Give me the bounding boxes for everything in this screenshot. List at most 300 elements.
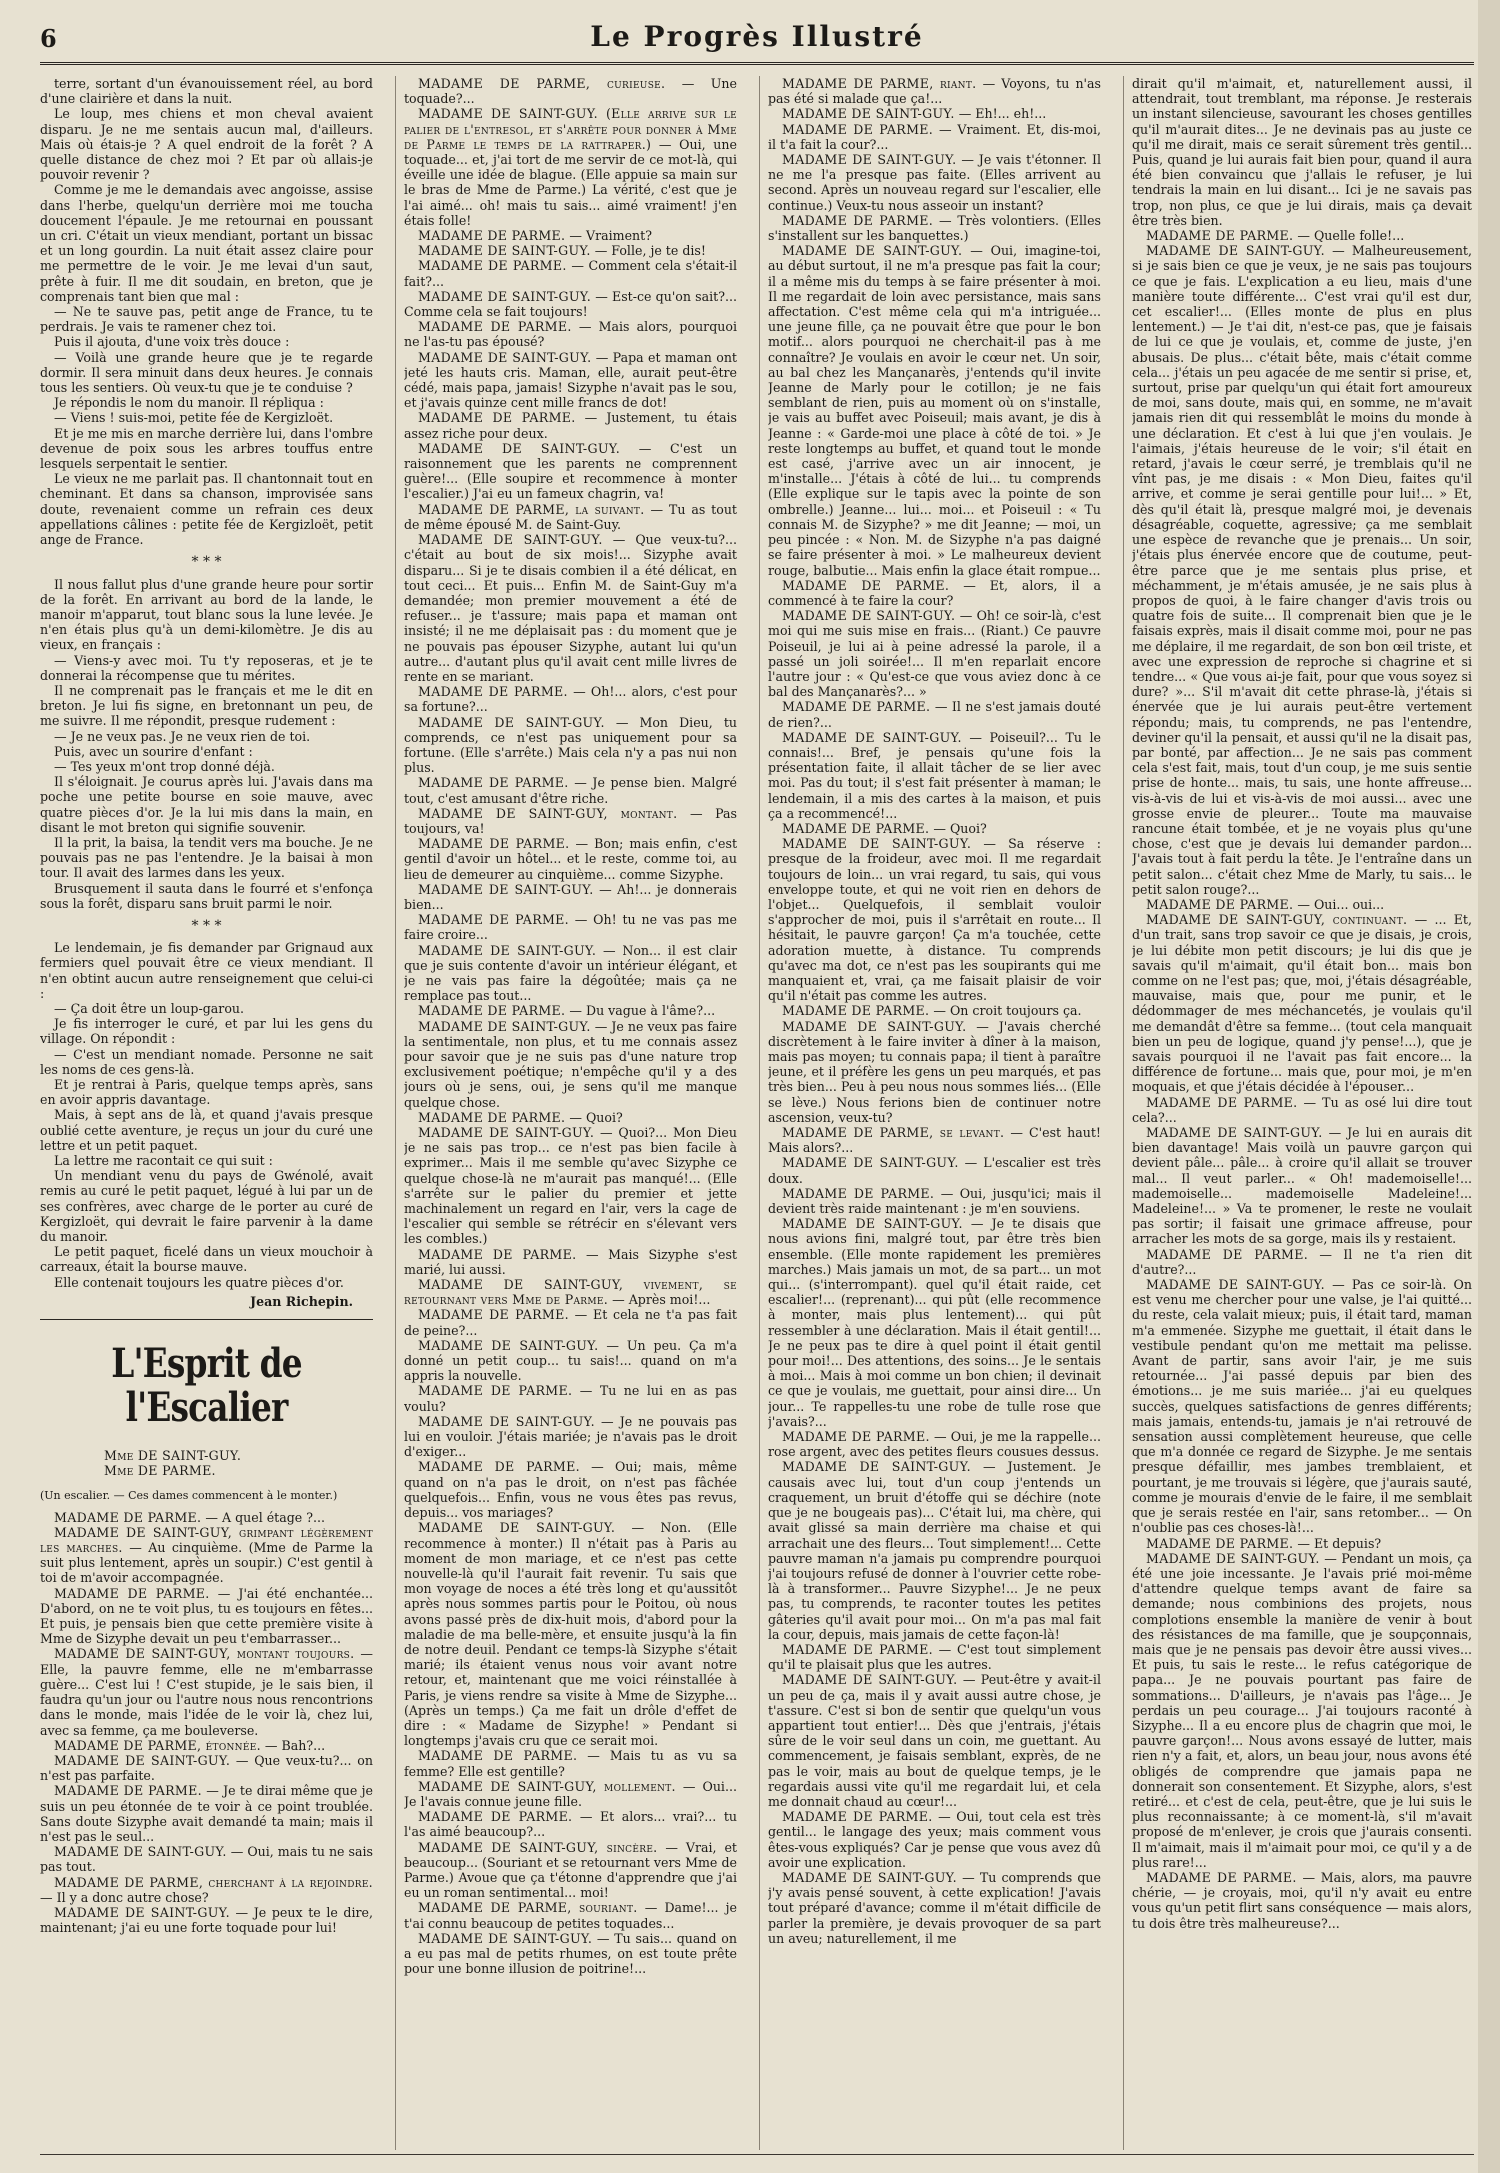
story-ending-part-3 bbox=[40, 940, 373, 1290]
speaker-name: MADAME DE SAINT-GUY. bbox=[782, 243, 963, 259]
dialogue-line bbox=[1132, 243, 1472, 897]
speech-text: — Et depuis? bbox=[1297, 1535, 1382, 1551]
speaker-name: MADAME DE SAINT-GUY. bbox=[418, 532, 603, 548]
dialogue-line bbox=[404, 1931, 737, 1977]
speech-text: — Oui; mais, même quand on n'a pas le droit, on n'est pas fâchée quelquefois... Enfin, vous ne vous êtes pas revus, depuis... vos mariages? bbox=[404, 1459, 737, 1521]
footer-rule bbox=[40, 2154, 1474, 2155]
speaker-name: MADAME DE SAINT-GUY. bbox=[782, 106, 955, 122]
dialogue-line bbox=[404, 532, 737, 684]
dialogue-line bbox=[1132, 1536, 1472, 1551]
page-edge-shadow bbox=[1478, 0, 1500, 2173]
speaker-name: MADAME DE SAINT-GUY. bbox=[782, 1155, 959, 1171]
speech-text: — Mais, alors, ma pauvre chérie, — je croyais, moi, qu'il n'y avait eu entre vous qu'un petit flirt sans conséquence — mais alors, tu dois être très malheureuse?... bbox=[1132, 1869, 1472, 1931]
dialogue-line bbox=[404, 1003, 737, 1018]
speaker-name: MADAME DE PARME. bbox=[418, 684, 568, 700]
story-paragraph: Puis il ajouta, d'une voix très douce : bbox=[54, 334, 290, 350]
speaker-name: MADAME DE PARME, se levant. bbox=[782, 1125, 1005, 1141]
speech-text: — L'escalier est très doux. bbox=[768, 1155, 1101, 1186]
speaker-name: MADAME DE PARME. bbox=[418, 1459, 580, 1475]
speech-text: — Je te dirai même que je suis un peu étonnée de te voir à ce point troublée. Sans doute Sizyphe avait demandé ta main; mais il n'est pas le seul... bbox=[40, 1783, 373, 1844]
dialogue-line bbox=[1132, 228, 1472, 243]
speech-text: — Bon; mais enfin, c'est gentil d'avoir un hôtel... et le reste, comme toi, au lieu de demeurer au cinquième... comme Sizyphe. bbox=[404, 836, 737, 882]
speaker-name: MADAME DE PARME, souriant. bbox=[418, 1900, 638, 1916]
dialogue-line bbox=[404, 1748, 737, 1778]
speech-text: — Oui... oui... bbox=[1297, 896, 1385, 912]
speech-text: — Il y a donc autre chose? bbox=[40, 1889, 209, 1905]
speech-text: — Très volontiers. (Elles s'installent sur les banquettes.) bbox=[768, 212, 1101, 244]
journal-title: Le Progrès Illustré bbox=[590, 20, 924, 53]
story-paragraph: Le petit paquet, ficelé dans un vieux mouchoir à carreaux, était la bourse mauve. bbox=[40, 1244, 373, 1275]
speech-text: — Mais tu as vu sa femme? Elle est gentille? bbox=[404, 1748, 737, 1779]
dialogue-line bbox=[768, 1459, 1101, 1641]
speech-text: — Tu sais... quand on a eu pas mal de petits rhumes, on est toute prête pour une bonne illusion de poitrine!... bbox=[404, 1930, 737, 1977]
speaker-name: MADAME DE PARME, curieuse. bbox=[418, 76, 666, 91]
speech-text: — J'ai été enchantée... D'abord, on ne te voit plus, tu es toujours en fêtes... Et puis, je pensais bien que cette première visite à Mme de Sizyphe devait un peu t'embarrasser... bbox=[40, 1585, 373, 1647]
speech-text: — Il ne t'a rien dit d'autre?... bbox=[1132, 1246, 1472, 1277]
speech-text: — Pendant un mois, ça été une joie incessante. Je l'avais prié moi-même d'attendre quelque temps avant de faire sa demande; nous combinions des projets, nous complotions ensemble la manière de venir à bout des résistances de ma famille, que je soupçonnais, mais que je ne pensais pas devoir être aussi vives... Et puis, tu sais le reste... le refus catégorique de papa... Je ne pouvais pourtant pas faire de sommations... D'ailleurs, je n'avais pas l'âge... Je perdais un peu courage... J'ai toujours raconté à Sizyphe... Il a eu encore plus de chagrin que moi, le pauvre garçon!... Nous avons essayé de lutter, mais rien n'y a fait, et, alors, un beau jour, nous avons été obligés de comprendre que jamais papa ne donnerait son consentement. Et Sizyphe, alors, s'est retiré... et c'est de cela, peut-être, que je lui suis le plus reconnaissante; à ce moment-là, s'il m'avait proposé de m'enlever, je crois que j'aurais consenti. Il m'aimait, mais il m'aimait pour moi, ce qu'il y a de plus rare!... bbox=[1132, 1550, 1472, 1870]
speaker-name: MADAME DE PARME, étonnée. bbox=[54, 1737, 261, 1753]
dialogue-line bbox=[768, 1809, 1101, 1870]
dialogue-line bbox=[40, 1905, 373, 1935]
story-paragraph: — Je ne veux pas. Je ne veux rien de toi. bbox=[54, 728, 311, 744]
dialogue-line bbox=[404, 684, 737, 714]
speech-text: — Comment cela s'était-il fait?... bbox=[404, 258, 737, 289]
speaker-name: MADAME DE SAINT-GUY, montant toujours. bbox=[54, 1646, 355, 1662]
speech-text: — Papa et maman ont jeté les hauts cris. Maman, elle, aurait peut-être cédé, mais papa, jamais! Sizyphe n'avait pas le sou, et j'avais quinze cent mille francs de dot! bbox=[404, 349, 737, 411]
speaker-name: MADAME DE SAINT-GUY. (Elle arrive sur le palier de l'entresol, et s'arrête pour donner à Mme de Parme le temps de la rattraper.) bbox=[404, 106, 737, 152]
dialogue-line bbox=[768, 608, 1101, 699]
speech-text: — Vraiment. Et, dis-moi, il t'a fait la cour?... bbox=[768, 121, 1101, 152]
speech-text: — On croit toujours ça. bbox=[933, 1003, 1082, 1019]
speaker-name: MADAME DE SAINT-GUY. bbox=[782, 608, 956, 624]
speech-text: — Mon Dieu, tu comprends, ce n'est pas uniquement pour sa fortune. (Elle s'arrête.) Mais cela n'y a pas nui non plus. bbox=[404, 714, 737, 776]
section-rule bbox=[40, 1319, 373, 1320]
dialogue-line bbox=[40, 1646, 373, 1737]
play-title: L'Esprit de l'Escalier bbox=[111, 1340, 302, 1432]
speech-text: — C'est un raisonnement que les parents ne comprennent guère!... (Elle soupire et recommence à monter l'escalier.) J'ai eu un fameux chagrin, va! bbox=[404, 440, 737, 502]
speaker-name: MADAME DE PARME. bbox=[782, 1185, 935, 1201]
speech-text: — C'est haut! Mais alors?... bbox=[768, 1125, 1101, 1156]
dialogue-line bbox=[404, 1840, 737, 1901]
dialogue-line bbox=[768, 243, 1101, 577]
speech-text: — Et cela ne t'a pas fait de peine?... bbox=[404, 1307, 737, 1338]
speech-text: — Oh! ce soir-là, c'est moi qui me suis mise en frais... (Riant.) Ce pauvre Poiseuil, je lui ai à peine adressé la parole, il a passé un joli soirée!... Il m'en reparlait encore l'autre jour : « Qu'est-ce que vous aviez donc à ce bal des Mançanarès?... » bbox=[768, 608, 1101, 700]
dialogue-line bbox=[404, 1414, 737, 1460]
speaker-name: MADAME DE SAINT-GUY. bbox=[782, 1459, 971, 1475]
column-4 bbox=[1132, 76, 1472, 2150]
speaker-name: MADAME DE PARME. bbox=[418, 258, 567, 274]
speech-text: — Oh! tu ne vas pas me faire croire... bbox=[404, 912, 737, 943]
dialogue-line bbox=[404, 228, 737, 243]
dialogue-line bbox=[404, 1809, 737, 1839]
dialogue-line bbox=[1132, 1277, 1472, 1535]
speech-text: — Mais alors, pourquoi ne l'as-tu pas épousé? bbox=[404, 319, 737, 350]
speaker-name: MADAME DE PARME. bbox=[782, 121, 934, 137]
dialogue-line bbox=[768, 836, 1101, 1003]
speaker-name: MADAME DE PARME. bbox=[54, 1509, 202, 1525]
dialogue-line bbox=[768, 122, 1101, 152]
dialogue-line bbox=[768, 1642, 1101, 1672]
dialogue-line bbox=[1132, 897, 1472, 912]
speech-text: — Malheureusement, si je sais bien ce que je veux, je ne sais pas toujours ce que je fais. L'explication a eu lieu, mais d'une manière toute différente... C'est vrai qu'il est dur, cet escalier!... (Elles monte de plus en plus lentement.) — Je t'ai dit, n'est-ce pas, que je faisais de lui ce que je voulais, et, comme de juste, j'en abusais. De plus... c'était bête, mais c'était comme cela... j'étais un peu agacée de me sentir si prise, et, surtout, prise par quelqu'un qui était fort amoureux de moi, sans doute, mais qui, en somme, ne m'avait jamais rien dit qui ressemblât le moins du monde à une déclaration. Et c'est à lui que j'en voulais. Je l'aimais, j'étais heureuse de le voir; s'il était en retard, j'avais le cœur serré, je tremblais qu'il ne vînt pas, je me disais : « Mon Dieu, faites qu'il arrive, et comme je serai gentille pour lui!... » Et, dès qu'il était là, presque malgré moi, je devenais désagréable, coquette, agressive; ça me semblait une espèce de revanche que je prenais... Un soir, j'étais plus énervée encore que de coutume, peut-être parce que je me sentais plus prise, et méchamment, je m'étais amusée, je ne sais plus à propos de quoi, à le faire changer d'avis trois ou quatre fois de suite... Il comprenait bien que je le faisais exprès, mais il disait comme moi, pour ne pas me déplaire, il me regardait, de son bon œil triste, et avec une expression de reproche si chagrine et si tendre... « Que vous ai-je fait, pour que vous soyez si dure? »... S'il m'avait dit cette phrase-là, j'étais si énervée que je lui aurais peut-être vertement répondu; mais, tu comprends, ne pas l'entendre, deviner qu'il la pensait, et aussi qu'il ne la disait pas, par bonté, par affection... Je ne sais pas comment cela s'est fait, mais, tout d'un coup, je me suis sentie prise de honte... mais, tu sais, une honte affreuse... vis-à-vis de lui et vis-à-vis de moi aussi... avec une grosse envie de pleurer... Toute ma mauvaise rancune était tombée, et je ne voyais plus qu'une chose, c'est que je devais lui demander pardon... J'avais tout à fait perdu la tête. Je l'entraîne dans un petit salon... c'était chez Mme de Marly, tu sais... le petit salon rouge?... bbox=[1132, 243, 1472, 897]
dialogue-line bbox=[1132, 1125, 1472, 1247]
section-separator: * * * bbox=[191, 917, 222, 934]
speech-text: — Poiseuil?... Tu le connais!... Bref, je pensais qu'une fois la présentation faite, il allait tâcher de se lier avec moi. Pas du tout; il s'est fait présenter à maman; le lendemain, il a mis des cartes à la maison, et puis ça a recommencé!... bbox=[768, 729, 1101, 821]
speaker-name: MADAME DE PARME. bbox=[782, 1641, 933, 1657]
speaker-name: MADAME DE SAINT-GUY. bbox=[1146, 1125, 1323, 1141]
column-divider bbox=[1123, 76, 1124, 2150]
speech-text: — Quelle folle!... bbox=[1297, 228, 1405, 244]
speech-text: — Je pense bien. Malgré tout, c'est amusant d'être riche. bbox=[404, 775, 737, 806]
speech-text: — Tu as osé lui dire tout cela?... bbox=[1132, 1094, 1472, 1125]
speech-text: — Non... il est clair que je suis contente d'avoir un intérieur élégant, et je ne vais pas faire la dégoûtée; mais ça ne remplace pas tout... bbox=[404, 942, 737, 1004]
speaker-name: MADAME DE PARME. bbox=[418, 1003, 566, 1019]
speaker-name: MADAME DE PARME, riant. bbox=[782, 76, 977, 91]
speaker-name: MADAME DE SAINT-GUY. bbox=[418, 1520, 616, 1536]
story-paragraph: Le loup, mes chiens et mon cheval avaient disparu. Je ne me sentais aucun mal, d'ailleurs. Mais où étais-je ? A quel endroit de la forêt ? A quelle distance de chez moi ? Et par où allais-je pouvoir revenir ? bbox=[40, 106, 373, 183]
dialogue-line bbox=[768, 1216, 1101, 1429]
speech-text: — Pas toujours, va! bbox=[404, 805, 737, 836]
story-paragraph: Et je me mis en marche derrière lui, dans l'ombre devenue de poix sous les arbres touffus entre lesquels serpentait le sentier. bbox=[40, 425, 373, 472]
dialogue-block bbox=[404, 76, 737, 1976]
speech-text: — Je lui en aurais dit bien davantage! Mais voilà un pauvre garçon qui devient pâle... pâle... à croire qu'il allait se trouver mal... Il veut parler... « Oh! mademoiselle!... mademoiselle... mademoiselle Madeleine!... Madeleine!... » Va te promener, le reste ne voulait pas sortir; il faisait une grimace affreuse, pour arracher les mots de sa gorge, mais ils y restaient. bbox=[1132, 1125, 1472, 1247]
speech-text: — Un peu. Ça m'a donné un petit coup... tu sais!... quand on m'a appris la nouvelle. bbox=[404, 1337, 737, 1384]
dialogue-line bbox=[404, 1019, 737, 1110]
story-paragraph: — Ça doit être un loup-garou. bbox=[54, 1000, 245, 1016]
dialogue-line bbox=[768, 106, 1101, 121]
author-signature: Jean Richepin. bbox=[250, 1293, 353, 1309]
speaker-name: MADAME DE SAINT-GUY. bbox=[418, 1337, 599, 1353]
speaker-name: MADAME DE SAINT-GUY, sincère. bbox=[418, 1839, 658, 1855]
speaker-name: MADAME DE SAINT-GUY. bbox=[782, 836, 972, 852]
story-paragraph: Le lendemain, je fis demander par Grignaud aux fermiers quel pouvait être ce vieux mendiant. Il n'en obtint aucun autre renseignement que celui-ci : bbox=[40, 940, 373, 1001]
speaker-name: MADAME DE SAINT-GUY. bbox=[1146, 243, 1325, 259]
dialogue-line bbox=[768, 1019, 1101, 1125]
dialogue-line bbox=[768, 699, 1101, 729]
dialogue-line bbox=[404, 943, 737, 1004]
speaker-name: MADAME DE PARME. bbox=[418, 1809, 573, 1825]
page-header bbox=[40, 18, 1474, 62]
dialogue-line bbox=[404, 1383, 737, 1413]
speech-text: dirait qu'il m'aimait, et, naturellement aussi, il attendrait, tout tremblant, ma réponse. Je resterais un instant silencieuse, savourant les choses gentilles qu'il m'aurait dites... Je ne devinais pas au juste ce qu'il me dirait, mais ce serait sûrement très gentil... Puis, quand je lui aurais fait bien pour, quand il aura été bien convaincu que j'allais le refuser, je lui tendrais la main en lui disant... Ici je ne savais pas trop, non plus, ce que je lui dirais, mais ça devait être très bien. bbox=[1132, 76, 1472, 228]
dialogue-line bbox=[404, 76, 737, 106]
dialogue-line bbox=[404, 502, 737, 532]
speech-text: — C'est tout simplement qu'il te plaisait plus que les autres. bbox=[768, 1641, 1101, 1673]
dialogue-line bbox=[768, 730, 1101, 821]
speech-text: — Eh!... eh!... bbox=[958, 106, 1047, 122]
story-ending-part-1 bbox=[40, 76, 373, 547]
dialogue-line bbox=[404, 1520, 737, 1748]
speech-text: — Sa réserve : presque de la froideur, avec moi. Il me regardait toujours de loin... un vrai regard, tu sais, qui vous enveloppe toute, et qui ne voit rien en dehors de l'objet... Quelquefois, il semblait vouloir s'approcher de moi, puis il s'arrêtait en route... Il hésitait, le pauvre garçon! Ça m'a touchée, cette adoration muette, à distance. Tu comprends qu'avec ma dot, ce n'est pas les soupirants qui me manquaient et, vrai, ça me faisait plaisir de voir qu'il n'était pas comme les autres. bbox=[768, 836, 1101, 1004]
dialogue-line bbox=[404, 410, 737, 440]
dialogue-line bbox=[768, 821, 1101, 836]
dialogue-block bbox=[768, 76, 1101, 1946]
dialogue-line bbox=[40, 1510, 373, 1525]
dialogue-line bbox=[40, 1525, 373, 1586]
speech-text: — Quoi? bbox=[569, 1109, 623, 1125]
dialogue-line bbox=[40, 1753, 373, 1783]
speaker-name: MADAME DE SAINT-GUY. bbox=[418, 1930, 593, 1946]
dialogue-line bbox=[40, 1783, 373, 1844]
story-paragraph: — Tes yeux m'ont trop donné déjà. bbox=[54, 758, 275, 774]
page-number: 6 bbox=[40, 24, 57, 53]
dialogue-line bbox=[404, 1125, 737, 1247]
dialogue-line bbox=[404, 912, 737, 942]
speaker-name: MADAME DE SAINT-GUY. bbox=[782, 1018, 967, 1034]
speaker-name: MADAME DE PARME. bbox=[418, 1383, 573, 1399]
speaker-name: MADAME DE SAINT-GUY. bbox=[418, 942, 597, 958]
speaker-name: MADAME DE PARME. bbox=[418, 410, 576, 426]
speaker-name: MADAME DE SAINT-GUY. bbox=[418, 1018, 591, 1034]
speech-text: — Bah?... bbox=[264, 1737, 326, 1753]
speaker-name: MADAME DE PARME. bbox=[418, 1246, 577, 1262]
story-paragraph: Et je rentrai à Paris, quelque temps après, sans en avoir appris davantage. bbox=[40, 1077, 373, 1108]
speech-text: — Mais Sizyphe s'est marié, lui aussi. bbox=[404, 1246, 737, 1277]
dialogue-line bbox=[1132, 1870, 1472, 1931]
dialogue-line bbox=[404, 1900, 737, 1930]
speech-text: — Je ne veux pas faire la sentimentale, non plus, et tu me connais assez pour savoir que je ne suis pas d'une nature trop exclusivement poétique; n'empêche qu'il y a des jours où je sens, oui, je sens qu'il me manque quelque chose. bbox=[404, 1018, 737, 1110]
speech-text: — Oui, une toquade... et, j'ai tort de me servir de ce mot-là, qui éveille une idée de blague. (Elle appuie sa main sur le bras de Mme de Parme.) La vérité, c'est que je l'ai aimé... oh! mais tu sais... aimé vraiment! j'en étais folle! bbox=[404, 136, 737, 228]
speech-text: — Oui, je me la rappelle... rose argent, avec des petites fleurs cousues dessus. bbox=[768, 1429, 1101, 1460]
speaker-name: MADAME DE SAINT-GUY. bbox=[418, 243, 591, 259]
story-paragraph: — Voilà une grande heure que je te regarde dormir. Il sera minuit dans deux heures. Je connais tous les sentiers. Où veux-tu que je te conduise ? bbox=[40, 349, 373, 396]
speech-text: — Oui, imagine-toi, au début surtout, il ne m'a presque pas fait la cour; il a même mis du temps à se faire présenter à moi. Il me regardait de loin avec persistance, mais sans affectation. C'est même cela qui m'a intriguée... une jeune fille, ça ne pouvait être que pour le bon motif... alors pourquoi ne cherchait-il pas à me connaître? Je voulais en avoir le cœur net. Un soir, au bal chez les Mançanarès, j'entends qu'il invite Jeanne de Marly pour le cotillon; je ne fais semblant de rien, puis au moment où on s'installe, je vais au buffet avec Poiseuil; mais avant, je dis à Jeanne : « Garde-moi une place à côté de toi. » Je reste longtemps au buffet, et quand tout le monde est casé, j'arrive avec un air innocent, je m'installe... J'étais à côté de lui... tu comprends (Elle explique sur le tapis avec la pointe de son ombrelle.) Jeanne... lui... moi... et Poiseuil : « Tu connais M. de Sizyphe? » me dit Jeanne; — moi, un peu pincée : « Non. M. de Sizyphe n'a pas daigné se faire présenter à moi. » Le malheureux devient rouge, balbutie... Mais enfin la glace était rompue... bbox=[768, 243, 1101, 578]
speaker-name: MADAME DE PARME, la suivant. bbox=[418, 501, 645, 517]
speech-text: — Au cinquième. (Mme de Parme la suit plus lentement, après un soupir.) C'est gentil à toi de m'avoir accompagnée. bbox=[40, 1540, 373, 1586]
speaker-name: MADAME DE SAINT-GUY, continuant. bbox=[1146, 912, 1408, 928]
column-1 bbox=[40, 76, 373, 2150]
story-paragraph: Elle contenait toujours les quatre pièces d'or. bbox=[54, 1274, 344, 1290]
story-paragraph: Comme je me le demandais avec angoisse, assise dans l'herbe, quelqu'un derrière moi me toucha doucement l'épaule. Je me retournai en poussant un cri. C'était un vieux mendiant, portant un bissac et un long gourdin. La nuit était assez claire pour me permettre de le voir. Je me levai d'un saut, prête à fuir. Il me dit soudain, en breton, que je comprenais tant bien que mal : bbox=[40, 182, 373, 304]
speaker-name: MADAME DE SAINT-GUY. bbox=[418, 440, 621, 456]
speaker-name: MADAME DE SAINT-GUY. bbox=[54, 1904, 230, 1920]
speech-text: — A quel étage ?... bbox=[205, 1509, 326, 1525]
speaker-name: MADAME DE SAINT-GUY. bbox=[782, 729, 962, 745]
cast-member: Mme DE SAINT-GUY. bbox=[104, 1448, 242, 1464]
speaker-name: MADAME DE SAINT-GUY. bbox=[418, 1413, 595, 1429]
dialogue-line bbox=[40, 1875, 373, 1905]
column-2 bbox=[404, 76, 737, 2150]
story-paragraph: — Viens-y avec moi. Tu t'y reposeras, et je te donnerai la récompense que tu mérites. bbox=[40, 652, 373, 683]
speaker-name: MADAME DE PARME. bbox=[782, 212, 934, 228]
speaker-name: MADAME DE SAINT-GUY. bbox=[418, 288, 592, 304]
dialogue-line bbox=[768, 1186, 1101, 1216]
column-divider bbox=[395, 76, 396, 2150]
speaker-name: MADAME DE PARME. bbox=[782, 820, 930, 836]
speaker-name: MADAME DE PARME. bbox=[418, 228, 566, 244]
dialogue-line bbox=[404, 243, 737, 258]
section-separator: * * * bbox=[191, 554, 222, 571]
story-paragraph: Puis, avec un sourire d'enfant : bbox=[54, 743, 253, 759]
speaker-name: MADAME DE PARME. bbox=[1146, 896, 1294, 912]
dialogue-block bbox=[40, 1510, 373, 1936]
speaker-name: MADAME DE SAINT-GUY, grimpant légèrement les marches. bbox=[40, 1524, 373, 1556]
speech-text: — Que veux-tu?... c'était au bout de six mois!... Sizyphe avait disparu... Si je te disais combien il a été délicat, en tout ceci... Et puis... Enfin M. de Saint-Guy m'a demandée; mon premier mouvement a été de refuser... je t'assure; mais papa et maman ont insisté; il ne me déplaisait pas : du moment que je ne pouvais pas épouser Sizyphe, autant lui qu'un autre... d'autant plus qu'il avait cent mille livres de rente en se mariant. bbox=[404, 532, 737, 684]
speech-text: — Il ne s'est jamais douté de rien?... bbox=[768, 699, 1101, 730]
story-paragraph: Je fis interroger le curé, et par lui les gens du village. On répondit : bbox=[40, 1016, 373, 1047]
speech-text: — Je ne pouvais pas lui en vouloir. J'étais mariée; je n'avais pas le droit d'exiger... bbox=[404, 1413, 737, 1460]
dialogue-line bbox=[404, 775, 737, 805]
dialogue-line bbox=[404, 1459, 737, 1520]
speech-text: — Quoi?... Mon Dieu je ne sais pas trop... ce n'est pas bien facile à exprimer... Mais il me semble qu'avec Sizyphe ce quelque chose-là ne m'aurait pas manqué!... (Elle s'arrête sur le palier du premier et jette machinalement un regard en l'air, vers la cage de l'escalier qui semble se rétrécir en s'élevant vers les combles.) bbox=[404, 1125, 737, 1247]
speaker-name: MADAME DE PARME. bbox=[1146, 228, 1294, 244]
speech-text: — Ah!... je donnerais bien... bbox=[404, 881, 737, 912]
story-paragraph: — Viens ! suis-moi, petite fée de Kergizloët. bbox=[54, 410, 334, 426]
speaker-name: MADAME DE SAINT-GUY, mollement. bbox=[418, 1778, 676, 1794]
dialogue-line bbox=[768, 152, 1101, 213]
speech-text: — Voyons, tu n'as pas été si malade que ça!... bbox=[768, 76, 1101, 107]
story-paragraph: terre, sortant d'un évanouissement réel, au bord d'une clairière et dans la nuit. bbox=[40, 76, 373, 107]
dialogue-line bbox=[404, 289, 737, 319]
dialogue-line bbox=[1132, 76, 1472, 228]
dialogue-line bbox=[404, 1110, 737, 1125]
story-paragraph: La lettre me racontait ce qui suit : bbox=[54, 1153, 273, 1169]
speech-text: — Vraiment? bbox=[569, 228, 652, 244]
dialogue-line bbox=[768, 1672, 1101, 1809]
speaker-name: MADAME DE PARME. bbox=[782, 577, 950, 593]
speaker-name: MADAME DE SAINT-GUY, vivement, se retournant vers Mme de Parme. bbox=[404, 1277, 737, 1308]
dialogue-block bbox=[1132, 76, 1472, 1931]
speaker-name: MADAME DE PARME, cherchant à la rejoindre. bbox=[54, 1874, 373, 1890]
dialogue-line bbox=[404, 806, 737, 836]
dialogue-line bbox=[404, 1338, 737, 1384]
speech-text: — Oui, jusqu'ici; mais il devient très raide maintenant : je m'en souviens. bbox=[768, 1185, 1101, 1217]
dialogue-line bbox=[1132, 1551, 1472, 1870]
column-divider bbox=[759, 76, 760, 2150]
speaker-name: MADAME DE PARME. bbox=[1146, 1869, 1297, 1885]
speech-text: — Oui, mais tu ne sais pas tout. bbox=[40, 1844, 373, 1875]
story-paragraph: Il la prit, la baisa, la tendit vers ma bouche. Je ne pouvais pas ne pas l'entendre. Je la baisai à mon tour. Il avait des larmes dans les yeux. bbox=[40, 834, 373, 881]
dialogue-line bbox=[40, 1844, 373, 1874]
dialogue-line bbox=[1132, 912, 1472, 1094]
speaker-name: MADAME DE SAINT-GUY. bbox=[1146, 1277, 1325, 1293]
speech-text: — Quoi? bbox=[933, 820, 987, 836]
speech-text: — Justement, tu étais assez riche pour deux. bbox=[404, 410, 737, 441]
dialogue-line bbox=[768, 1125, 1101, 1155]
speech-text: — J'avais cherché discrètement à le faire inviter à dîner à la maison, mais pas moyen; tu connais papa; il tient à paraître jeune, et il préfère les gens un peu marqués, et pas très bien... Peu à peu nous nous sommes liés... (Elle se lève.) Nous ferions bien de continuer notre ascension, veux-tu? bbox=[768, 1018, 1101, 1125]
dialogue-line bbox=[404, 106, 737, 228]
dialogue-line bbox=[404, 258, 737, 288]
dialogue-line bbox=[40, 1738, 373, 1753]
dialogue-line bbox=[404, 882, 737, 912]
speaker-name: MADAME DE SAINT-GUY. bbox=[782, 152, 957, 168]
speech-text: — Est-ce qu'on sait?... Comme cela se fait toujours! bbox=[404, 288, 737, 320]
speech-text: — Oui, tout cela est très gentil... le langage des yeux; mais comment vous êtes-vous expliqués? Car je pense que vous avez dû avoir une explication. bbox=[768, 1809, 1101, 1870]
speaker-name: MADAME DE SAINT-GUY. bbox=[1146, 1550, 1320, 1566]
dialogue-line bbox=[404, 1247, 737, 1277]
speaker-name: MADAME DE PARME. bbox=[54, 1783, 202, 1799]
speaker-name: MADAME DE SAINT-GUY. bbox=[418, 714, 605, 730]
speech-text: — Oui... Je l'avais connue jeune fille. bbox=[404, 1778, 737, 1809]
speaker-name: MADAME DE PARME. bbox=[782, 1003, 930, 1019]
dialogue-line bbox=[404, 715, 737, 776]
speaker-name: MADAME DE PARME. bbox=[418, 319, 572, 335]
speaker-name: MADAME DE SAINT-GUY. bbox=[782, 1672, 958, 1688]
story-paragraph: Un mendiant venu du pays de Gwénolé, avait remis au curé le petit paquet, légué à lui par un de ses confrères, avec charge de le porter au curé de Kergizloët, qui devrait le faire parvenir à la dame du manoir. bbox=[40, 1168, 373, 1245]
header-rule bbox=[40, 62, 1474, 65]
dialogue-line bbox=[768, 76, 1101, 106]
speech-text: — Elle, la pauvre femme, elle ne m'embarrasse guère... C'est lui ! C'est stupide, je le sais bien, il faudra qu'un jour ou l'autre nous nous rencontrions dans le monde, mais l'idée de le voir là, chez lui, avec sa femme, ça me bouleverse. bbox=[40, 1646, 373, 1738]
cast-list bbox=[40, 1448, 373, 1478]
speaker-name: MADAME DE PARME. bbox=[418, 1109, 566, 1125]
dialogue-line bbox=[404, 1779, 737, 1809]
story-paragraph: Je répondis le nom du manoir. Il répliqua : bbox=[54, 395, 324, 411]
speaker-name: MADAME DE PARME. bbox=[418, 1748, 578, 1764]
speech-text: — Je te disais que nous avions fini, malgré tout, par être très bien ensemble. (Elle monte rapidement les premières marches.) Mais jamais un mot, de sa part... un mot qui... (s'interrompant). quel qu'il était raide, cet escalier!... (reprenant)... qui pût (elle recommence à monter, mais plus lentement)... qui pût ressembler à une déclaration. Mais il était gentil!... Je ne peux pas te dire à quel point il était gentil pour moi!... Des attentions, des soins... Je le sentais à moi... Mais à moi comme un bon chien; il devinait ce que je voulais, me guettait, pour ainsi dire... Un jour... Te rappelles-tu une robe de tulle rose que j'avais?... bbox=[768, 1216, 1101, 1429]
speaker-name: MADAME DE SAINT-GUY, montant. bbox=[418, 805, 678, 821]
speech-text: — Justement. Je causais avec lui, tout d'un coup j'entends un craquement, un bruit d'étoffe qui se déchire (note que je ne bougeais pas)... C'était lui, ma chère, qui avait glissé sa main derrière ma chaise et qui arrachait une des fleurs... Tout simplement!... Cette pauvre maman n'a jamais pu comprendre pourquoi j'ai toujours refusé de donner à l'ouvrier cette robe-là à transformer... Pauvre Sizyphe!... Je ne peux pas, tu comprends, te raconter toutes les petites gâteries qu'il avait pour moi... On m'a pas mal fait la cour, depuis, mais jamais de cette façon-là! bbox=[768, 1459, 1101, 1642]
dialogue-line bbox=[1132, 1247, 1472, 1277]
speaker-name: MADAME DE SAINT-GUY. bbox=[418, 881, 594, 897]
story-paragraph: Mais, à sept ans de là, et quand j'avais presque oublié cette aventure, je reçus un jour du curé une lettre et un petit paquet. bbox=[40, 1107, 373, 1153]
speech-text: — Folle, je te dis! bbox=[594, 243, 706, 259]
speech-text: — Après moi!... bbox=[612, 1292, 711, 1308]
speaker-name: MADAME DE PARME. bbox=[418, 775, 569, 791]
story-paragraph: Brusquement il sauta dans le fourré et s'enfonça sous la forêt, disparu sans bruit parmi le noir. bbox=[40, 880, 373, 911]
cast-member: Mme DE PARME. bbox=[104, 1463, 216, 1479]
speech-text: — Tu ne lui en as pas voulu? bbox=[404, 1383, 737, 1414]
dialogue-line bbox=[768, 1003, 1101, 1018]
speech-text: — Du vague à l'âme?... bbox=[569, 1003, 716, 1019]
speaker-name: MADAME DE PARME. bbox=[1146, 1246, 1309, 1262]
dialogue-line bbox=[404, 441, 737, 502]
speech-text: — Pas ce soir-là. On est venu me chercher pour une valse, je l'ai quitté... du reste, cela valait mieux; puis, il était tard, maman m'a emmenée. Sizyphe me guettait, il était dans le vestibule pendant qu'on me mettait ma pelisse. Avant de partir, sans avoir l'air, je me suis retournée... J'ai passé depuis par bien des émotions... je me suis mariée... j'ai eu quelques succès, quelques satisfactions de genres différents; mais jamais, entends-tu, jamais je n'ai retrouvé de sensation aussi complètement heureuse, que celle que m'a donnée ce regard de Sizyphe. Je me sentais presque défaillir, mes jambes tremblaient, et pourtant, je me trouvais si légère, que j'aurais sauté, comme je mourais d'envie de le faire, il me semblait que je serais restée en l'air, sans retomber... — On n'oublie pas ces choses-là!... bbox=[1132, 1277, 1472, 1536]
dialogue-line bbox=[404, 1307, 737, 1337]
speaker-name: MADAME DE PARME. bbox=[418, 836, 570, 852]
column-3 bbox=[768, 76, 1101, 2150]
speaker-name: MADAME DE SAINT-GUY. bbox=[418, 1125, 595, 1141]
dialogue-line bbox=[768, 578, 1101, 608]
dialogue-line bbox=[40, 1586, 373, 1647]
speaker-name: MADAME DE PARME. bbox=[1146, 1535, 1294, 1551]
speech-text: — Je peux te le dire, maintenant; j'ai eu une forte toquade pour lui! bbox=[40, 1904, 373, 1936]
story-paragraph: — C'est un mendiant nomade. Personne ne sait les noms de ces gens-là. bbox=[40, 1046, 373, 1077]
story-paragraph: Le vieux ne me parlait pas. Il chantonnait tout en cheminant. Et dans sa chanson, improvisée sans doute, revenaient comme un refrain ces deux appellations câlines : petite fée de Kergizloët, petit ange de France. bbox=[40, 471, 373, 548]
story-paragraph: Il nous fallut plus d'une grande heure pour sortir de la forêt. En arrivant au bord de la lande, le manoir m'apparut, tout blanc sous la lune levée. Je n'en étais plus qu'à un demi-kilomètre. Je dis au vieux, en français : bbox=[40, 576, 373, 653]
dialogue-line bbox=[768, 213, 1101, 243]
speaker-name: MADAME DE PARME. bbox=[782, 1809, 933, 1825]
speaker-name: MADAME DE SAINT-GUY. bbox=[54, 1752, 231, 1768]
dialogue-line bbox=[404, 836, 737, 882]
dialogue-line bbox=[404, 319, 737, 349]
story-paragraph: — Ne te sauve pas, petit ange de France, tu te perdrais. Je vais te ramener chez toi. bbox=[40, 304, 373, 335]
dialogue-line bbox=[404, 1277, 737, 1307]
speech-text: — Une toquade?... bbox=[404, 76, 737, 107]
speaker-name: MADAME DE PARME. bbox=[782, 699, 931, 715]
speaker-name: MADAME DE PARME. bbox=[54, 1585, 210, 1601]
speech-text: — Et alors... vrai?... tu l'as aimé beaucoup?... bbox=[404, 1809, 737, 1840]
dialogue-line bbox=[768, 1155, 1101, 1185]
speaker-name: MADAME DE PARME. bbox=[418, 1307, 569, 1323]
speech-text: — Dame!... je t'ai connu beaucoup de petites toquades... bbox=[404, 1900, 737, 1931]
speech-text: — Tu comprends que j'y avais pensé souvent, à cette explication! J'avais tout préparé d'avance; comme il m'était difficile de parler la première, je devais provoquer de sa part un aveu; naturellement, il me bbox=[768, 1869, 1101, 1946]
speech-text: — Vrai, et beaucoup... (Souriant et se retournant vers Mme de Parme.) Avoue que ça t'étonne d'apprendre que j'ai eu un roman sentimental... moi! bbox=[404, 1839, 737, 1901]
stage-direction: (Un escalier. — Ces dames commencent à le monter.) bbox=[40, 1489, 338, 1503]
dialogue-line bbox=[768, 1870, 1101, 1946]
story-paragraph: Il s'éloignait. Je courus après lui. J'avais dans ma poche une petite bourse en soie mauve, avec quatre pièces d'or. Je la lui mis dans la main, en disant le mot breton qui signifie souvenir. bbox=[40, 774, 373, 835]
speech-text: — Oh!... alors, c'est pour sa fortune?... bbox=[404, 684, 737, 715]
speaker-name: MADAME DE PARME. bbox=[782, 1429, 930, 1445]
dialogue-line bbox=[404, 350, 737, 411]
dialogue-line bbox=[1132, 1095, 1472, 1125]
speech-text: — ... Et, d'un trait, sans trop savoir ce que je disais, je crois, je lui débite mon petit discours; je lui dis que je savais qu'il m'aimait, qu'il était bon... mais bon comme on ne l'est pas; que, moi, j'étais désagréable, mauvaise, mais que, pour me punir, et le dédommager de mes méchancetés, je voulais qu'il me demandât d'être sa femme... (tout cela manquait bien un peu de logique, quand j'y pense!...), que je savais pourquoi il ne l'avait pas fait encore... la différence de fortune... mais que, pour moi, je m'en moquais, et que j'étais décidée à l'épouser... bbox=[1132, 912, 1472, 1095]
speaker-name: MADAME DE PARME. bbox=[418, 912, 569, 928]
speech-text: — Tu as tout de même épousé M. de Saint-Guy. bbox=[404, 501, 737, 532]
speaker-name: MADAME DE SAINT-GUY. bbox=[782, 1869, 957, 1885]
dialogue-line bbox=[768, 1429, 1101, 1459]
speech-text: — Non. (Elle recommence à monter.) Il n'était pas à Paris au moment de mon mariage, et ce n'est pas cette nouvelle-là qu'il l'aurait fait revenir. Tu sais que mon voyage de noces a été très long et qu'aussitôt après nous sommes partis pour le Poitou, où nous avons passé près de dix-huit mois, d'abord pour la maladie de ma belle-mère, et ensuite jusqu'à la fin de notre deuil. Pendant ce temps-là Sizyphe s'était marié; ils étaient venus nous voir avant notre retour, et, maintenant que me voici réinstallée à Paris, je viens rendre sa visite à Mme de Sizyphe... (Après un temps.) Ça me fait un drôle d'effet de dire : « Madame de Sizyphe! » Pendant si longtemps j'avais cru que ce serait moi. bbox=[404, 1520, 737, 1749]
story-ending-part-2 bbox=[40, 577, 373, 911]
